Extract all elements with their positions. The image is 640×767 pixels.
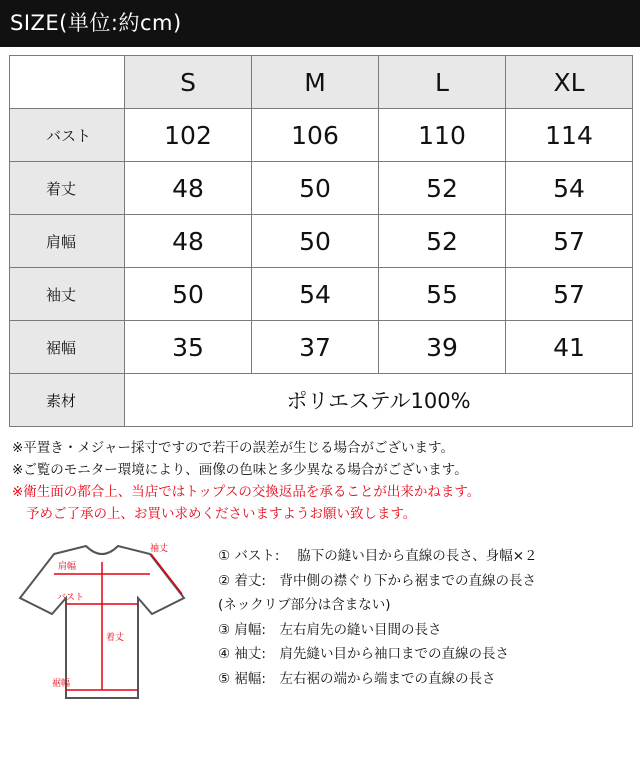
- table-row: [10, 321, 633, 374]
- table-cell: 57: [506, 268, 633, 321]
- size-header-m: M: [252, 56, 379, 109]
- note-line: ※ご覧のモニター環境により、画像の色味と多少異なる場合がございます。: [12, 462, 468, 478]
- corner-cell: [10, 56, 125, 109]
- size-title: SIZE(単位:約cm): [10, 11, 182, 35]
- sleeve-line: [151, 554, 182, 594]
- size-header-l: L: [379, 56, 506, 109]
- table-cell: 114: [506, 109, 633, 162]
- table-cell: 50: [252, 215, 379, 268]
- warning-line: 予めご了承の上、お買い求めくださいますようお願い致します。: [26, 506, 417, 522]
- table-row: [10, 162, 633, 215]
- notes-block: [12, 437, 632, 525]
- note-line: ※平置き・メジャー採寸ですので若干の誤差が生じる場合がございます。: [12, 440, 454, 456]
- row-label-shoulder: 肩幅: [10, 215, 125, 268]
- row-label-length: 着丈: [10, 162, 125, 215]
- row-label-sleeve: 袖丈: [10, 268, 125, 321]
- table-cell: 50: [125, 268, 252, 321]
- measure-legend: [218, 544, 628, 691]
- table-cell: 50: [252, 162, 379, 215]
- table-cell: 41: [506, 321, 633, 374]
- size-header-xl: XL: [506, 56, 633, 109]
- table-cell: 52: [379, 215, 506, 268]
- legend-item-length-note: (ネックリブ部分は含まない): [218, 597, 391, 613]
- diagram-label-length: 着丈: [106, 633, 125, 643]
- legend-item-bust: ① バスト: 脇下の縫い目から直線の長さ、身幅×２: [218, 548, 538, 564]
- table-cell: 39: [379, 321, 506, 374]
- diagram-label-sleeve: 袖丈: [150, 544, 169, 554]
- table-cell: 48: [125, 215, 252, 268]
- table-cell: 37: [252, 321, 379, 374]
- table-cell: 35: [125, 321, 252, 374]
- table-cell: 52: [379, 162, 506, 215]
- legend-item-hem: ⑤ 裾幅: 左右裾の端から端までの直線の長さ: [218, 670, 496, 687]
- legend-item-length: ② 着丈: 背中側の襟ぐり下から裾までの直線の長さ: [218, 572, 536, 589]
- table-cell: 54: [252, 268, 379, 321]
- table-cell: 106: [252, 109, 379, 162]
- table-cell: 57: [506, 215, 633, 268]
- tshirt-icon: [14, 540, 190, 705]
- row-label-bust: バスト: [10, 109, 125, 162]
- size-header-row: [10, 56, 633, 109]
- size-title-bar: [0, 0, 640, 47]
- legend-item-sleeve: ④ 袖丈: 肩先縫い目から袖口までの直線の長さ: [218, 646, 509, 662]
- diagram-label-hem: 裾幅: [52, 679, 71, 689]
- table-row: [10, 109, 633, 162]
- table-cell: 110: [379, 109, 506, 162]
- table-row: [10, 215, 633, 268]
- table-cell: 55: [379, 268, 506, 321]
- table-cell: 102: [125, 109, 252, 162]
- table-cell: 54: [506, 162, 633, 215]
- size-header-s: S: [125, 56, 252, 109]
- material-value: ポリエステル100%: [125, 374, 633, 427]
- warning-line: ※衛生面の都合上、当店ではトップスの交換返品を承ることが出来かねます。: [12, 484, 481, 500]
- row-label-material: 素材: [10, 374, 125, 427]
- diagram-label-bust: バスト: [57, 593, 85, 603]
- diagram-label-shoulder: 肩幅: [58, 562, 77, 572]
- table-row: [10, 268, 633, 321]
- material-row: [10, 374, 633, 427]
- table-cell: 48: [125, 162, 252, 215]
- shirt-measure-diagram: [14, 540, 190, 705]
- size-table: [9, 55, 633, 427]
- legend-item-shoulder: ③ 肩幅: 左右肩先の縫い目間の長さ: [218, 621, 442, 638]
- row-label-hem: 裾幅: [10, 321, 125, 374]
